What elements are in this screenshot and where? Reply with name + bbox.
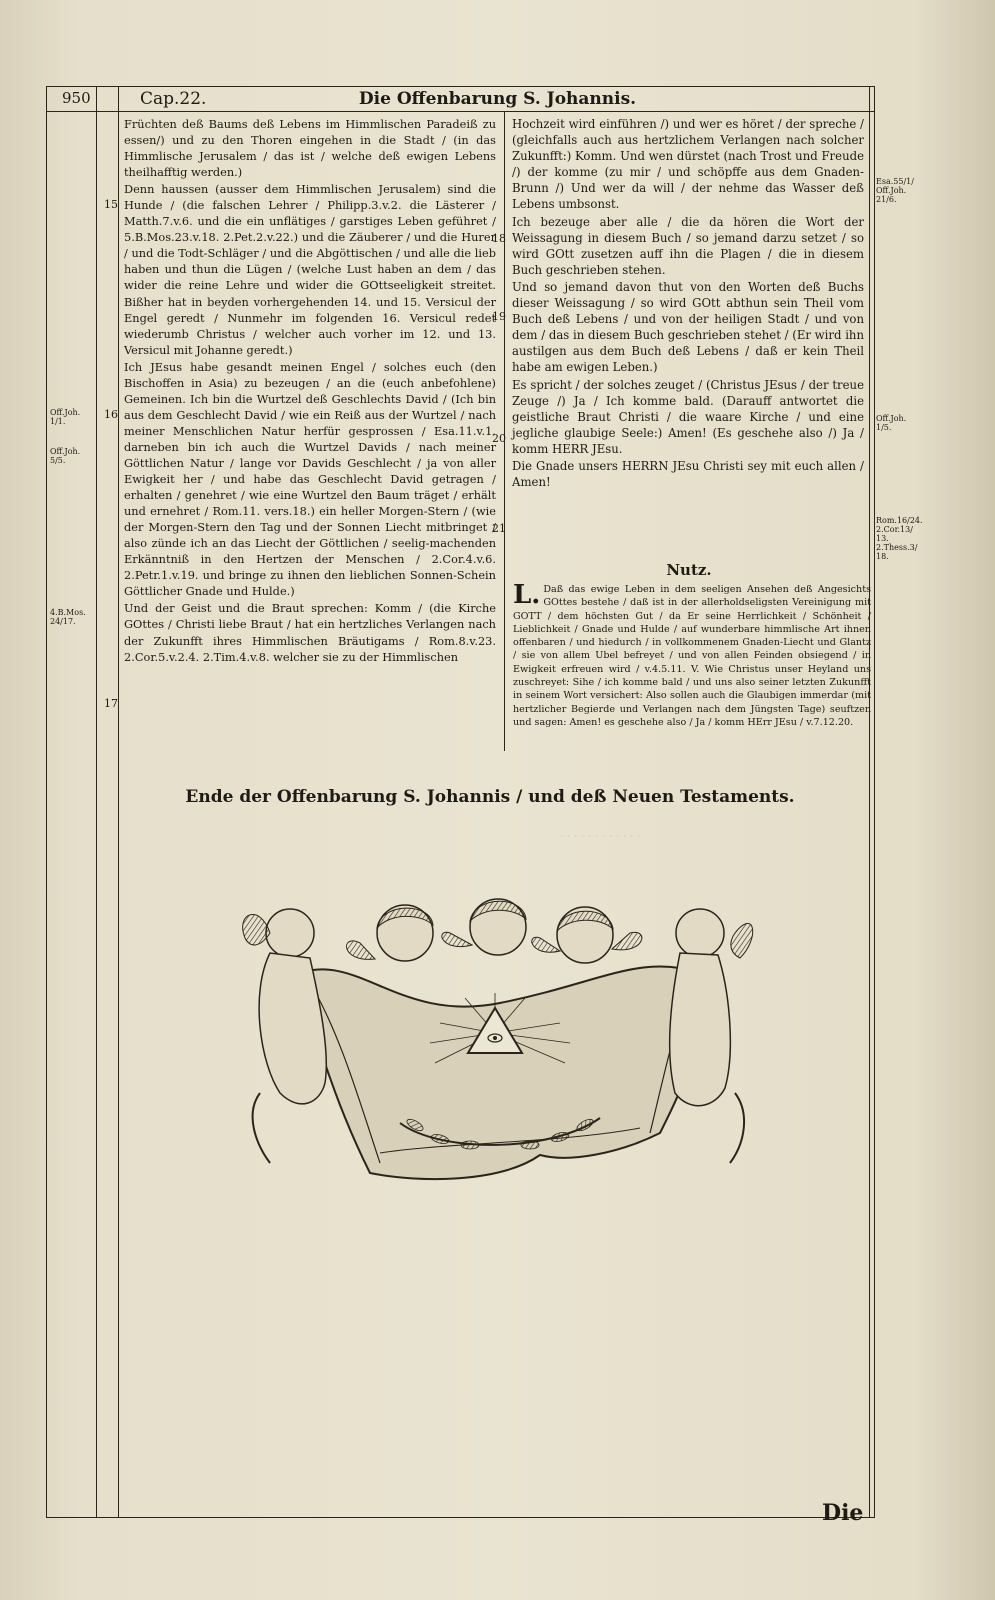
page-title: Die Offenbarung S. Johannis. <box>358 89 637 109</box>
paragraph: Ich bezeuge aber alle / die da hören die Wort der Weissagung in diesem Buch / so jemand darzu setzet / so wird GOtt zusetzen auff ihn die Plagen / die in diesem Buch geschrieben stehen. <box>512 214 864 277</box>
show-through-text: · · · · · · · · · · · · <box>560 830 641 843</box>
closing-line: Ende der Offenbarung S. Johannis / und deß Neuen Testaments. <box>185 787 795 807</box>
margin-note: Off.Joh. 5/5. <box>50 447 81 465</box>
verse-number: 17 <box>104 697 118 710</box>
verse-number: 21 <box>492 522 506 535</box>
paragraph: Die Gnade unsers HERRN JEsu Christi sey mit euch allen / Amen! <box>512 458 864 490</box>
column-divider-left <box>504 111 505 751</box>
paragraph: Und so jemand davon thut von den Worten deß Buchs dieser Weissagung / so wird GOtt abthun sein Theil vom Buch deß Lebens / und von der heiligen Stadt / und von dem / das in diesem Buch geschrieben stehet / (Er wird ihn austilgen aus dem Buch deß Lebens / daß er kein Theil habe am ewigen Leben.) <box>512 279 864 375</box>
verse-number: 19 <box>492 310 506 323</box>
cherub-ornament-woodcut <box>240 893 760 1198</box>
margin-note: Off.Joh. 1/5. <box>876 414 907 432</box>
verse-number: 15 <box>104 198 118 211</box>
margin-note: Rom.16/24. 2.Cor.13/ 13. 2.Thess.3/ 18. <box>876 516 923 561</box>
nutz-heading: Nutz. <box>666 561 712 579</box>
paragraph: Und der Geist und die Braut sprechen: Komm / (die Kirche GOttes / Christi liebe Braut / hat ein hertzliches Verlangen nach der Zukunfft ihres Himmlischen Bräutigams / Rom.8.v.23. 2.Cor.5.v.2.4. 2.Tim.4.v.8. welcher sie zu der Himmlischen <box>124 601 496 664</box>
left-column <box>124 116 496 666</box>
margin-note: Off.Joh. 1/1. <box>50 408 81 426</box>
verse-number: 16 <box>104 408 118 421</box>
catchword: Die <box>822 1500 864 1526</box>
verse-number: 18 <box>492 232 506 245</box>
paragraph: Es spricht / der solches zeuget / (Christus JEsus / der treue Zeuge /) Ja / Ich komme bald. (Darauff antwortet die geistliche Braut Christi / die waare Kirche / und eine jegliche glaubige Seele:) Amen! (Es geschehe also /) Ja / komm HERR JEsu. <box>512 377 864 456</box>
margin-note: Esa.55/1/ Off.Joh. 21/6. <box>876 177 914 204</box>
verse-number: 20 <box>492 432 506 445</box>
chapter-label: Cap.22. <box>140 89 207 109</box>
paragraph: Hochzeit wird einführen /) und wer es höret / der spreche / (gleichfalls auch aus hertzlichem Verlangen nach solcher Zukunfft:) Komm. Und wen dürstet (nach Trost und Freude /) der komme (zu mir / und schöpffe aus dem Gnaden-Brunn /) Und wer da will / der nehme das Wasser deß Lebens umbsonst. <box>512 117 864 212</box>
paragraph: Denn haussen (ausser dem Himmlischen Jerusalem) sind die Hunde / (die falschen Lehrer / Philipp.3.v.2. die Lästerer / Matth.7.v.6. und die ein unflätiges / garstiges Leben geführet / 5.B.Mos.23.v.18. 2.Pet.2.v.22.) und die Zäuberer / und die Hurer / und die Todt-Schläger / und die Abgöttischen / und alle die lieb haben und thun die Lügen / (welche Lust haben an dem / das wider die reine Lehre und wider die GOttseeligkeit streitet. Bißher hat in beyden vorhergehenden 14. und 15. Versicul der Engel geredt / Nunmehr im folgenden 16. Versicul redet wiederumb Christus / welcher auch vorher im 12. und 13. Versicul mit Johanne geredt.) <box>124 182 496 357</box>
left-margin-rule <box>96 86 97 1518</box>
page-number: 950 <box>62 89 91 107</box>
paragraph: Ich JEsus habe gesandt meinen Engel / solches euch (den Bischoffen in Asia) zu bezeugen / an die (euch anbefohlene) Gemeinen. Ich bin die Wurtzel deß Geschlechts David / (Ich bin aus dem Geschlecht David / wie ein Reiß aus der Wurtzel / nach meiner Menschlichen Natur herfür gesprossen / Esa.11.v.1. darneben bin ich auch die Wurtzel Davids / nach meiner Göttlichen Natur / lange vor Davids Geschlecht / ja von aller Ewigkeit her / und habe das Geschlecht David getragen / erhalten / genehret / wie eine Wurtzel den Baum träget / erhält und ernehret / Rom.11. vers.18.) ein heller Morgen-Stern / (wie der Morgen-Stern den Tag und der Sonnen Liecht mitbringet / also zünde ich an das Liecht der Göttlichen / seelig-machenden Erkänntniß in den Hertzen der Menschen / 2.Cor.4.v.6. 2.Petr.1.v.19. und bringe zu ihnen den lieblichen Sonnen-Schein Göttlicher Gnade und Hulde.) <box>124 359 496 599</box>
nutz-body <box>513 580 871 729</box>
drop-cap: L. <box>513 580 541 610</box>
header-rule <box>46 111 875 112</box>
nutz-text: Daß das ewige Leben in dem seeligen Ansehen deß Angesichts GOttes bestehe / daß ist in der allerholdseligsten Vereinigung mit GOTT / dem höchsten Gut / da Er seine Herrlichkeit / Schönheit / Lieblichkeit / Gnade und Hulde / auf wunderbare himmlische Art ihnen offenbaren / und hiedurch / in vollkommenem Gnaden-Liecht und Glantz / sie von allem Ubel befreyet / und von allen Feinden obsiegend / in Ewigkeit erfreuen wird / v.4.5.11. V. Wie Christus unser Heyland uns zuschreyet: Sihe / ich komme bald / und uns also seiner letzten Zukunfft in seinem Wort versichert: Also sollen auch die Glaubigen immerdar (mit hertzlicher Begierde und Verlangen nach dem Jüngsten Tage) seuftzen und sagen: Amen! es geschehe also / Ja / komm HErr JEsu / v.7.12.20. <box>513 584 871 728</box>
paragraph: Früchten deß Baums deß Lebens im Himmlischen Paradeiß zu essen/) und zu den Thoren eingehen in die Stadt / (in das Himmlische Jerusalem / das ist / welche deß ewigen Lebens theilhafftig werden.) <box>124 117 496 180</box>
margin-note: 4.B.Mos. 24/17. <box>50 608 86 626</box>
right-column <box>512 116 864 491</box>
